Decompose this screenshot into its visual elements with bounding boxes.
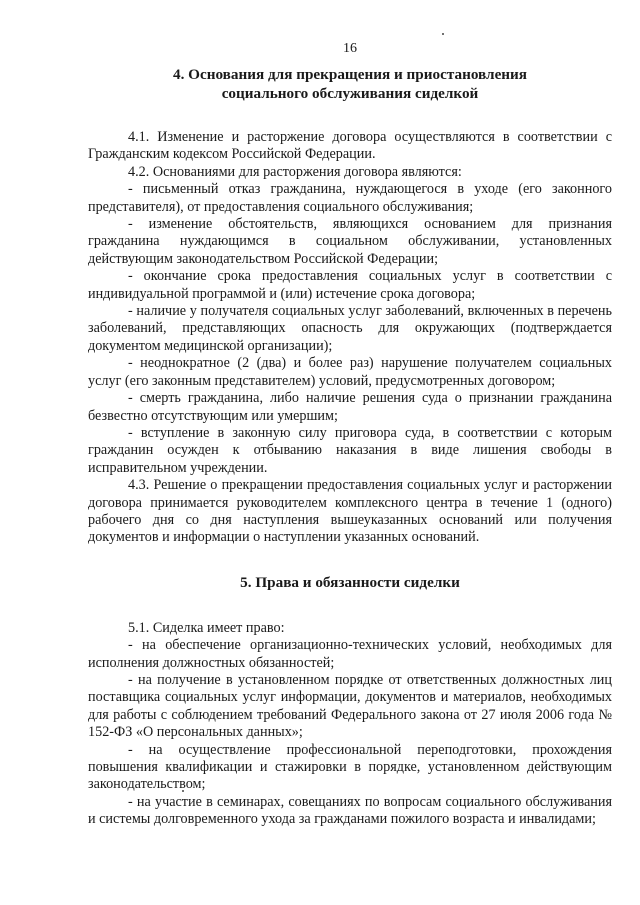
spacer bbox=[88, 103, 612, 129]
list-item-circumstances: - изменение обстоятельств, являющихся основанием для признания гражданина нуждающимся в социальном обслуживании, установленных действующим законодательством Российской Федерации; bbox=[88, 216, 612, 267]
paragraph-4-3: 4.3. Решение о прекращении предоставления социальных услуг и расторжении договора принимается руководителем комплексного центра в течение 1 (одного) рабочего дня со дня наступления вышеуказанных оснований или получения документов и информации о наступлении указанных оснований. bbox=[88, 477, 612, 546]
list-item-training: - на осуществление профессиональной переподготовки, прохождения повышения квалификации и стажировки в порядке, установленном действующим законодательством; bbox=[88, 741, 612, 793]
list-item-term-end: - окончание срока предоставления социальных услуг в соответствии с индивидуальной программой и (или) истечение срока договора; bbox=[88, 268, 612, 302]
list-item-refusal: - письменный отказ гражданина, нуждающегося в уходе (его законного представителя), от предоставления социального обслуживания; bbox=[88, 181, 612, 215]
section-4-title-line-2: социального обслуживания сиделкой bbox=[221, 85, 479, 102]
document-page bbox=[88, 40, 612, 829]
paragraph-4-2: 4.2. Основаниями для расторжения договора являются: bbox=[128, 163, 462, 180]
list-item-death: - смерть гражданина, либо наличие решения суда о признании гражданина безвестно отсутствующим или умершим; bbox=[88, 390, 612, 424]
scan-speck bbox=[442, 33, 444, 35]
list-item-diseases: - наличие у получателя социальных услуг заболеваний, включенных в перечень заболеваний, представляющих опасность для окружающих (подтверждается документом медицинской организации); bbox=[88, 303, 612, 354]
paragraph-4-1: 4.1. Изменение и расторжение договора осуществляются в соответствии с Гражданским кодексом Российской Федерации. bbox=[88, 129, 612, 163]
paragraph-5-1: 5.1. Сиделка имеет право: bbox=[128, 619, 285, 636]
list-item-information: - на получение в установленном порядке от ответственных должностных лиц поставщика социальных услуг информации, документов и материалов, необходимых для работы с соблюдением требований Федерального закона от 27 июля 2006 года № 152-ФЗ «О персональных данных»; bbox=[88, 671, 612, 741]
list-item-violations: - неоднократное (2 (два) и более раз) нарушение получателем социальных услуг (его законным представителем) условий, предусмотренных договором; bbox=[88, 355, 612, 389]
spacer bbox=[88, 547, 612, 573]
list-item-seminars: - на участие в семинарах, совещаниях по вопросам социального обслуживания и системы долговременного ухода за гражданами пожилого возраста и инвалидами; bbox=[88, 793, 612, 828]
page-number: 16 bbox=[343, 41, 357, 56]
spacer bbox=[88, 592, 612, 620]
section-4-title-line-1: 4. Основания для прекращения и приостановления bbox=[172, 66, 528, 83]
section-5-title: 5. Права и обязанности сиделки bbox=[240, 573, 460, 591]
list-item-sentence: - вступление в законную силу приговора суда, в соответствии с которым гражданин осужден к отбыванию наказания в виде лишения свободы в исправительном учреждении. bbox=[88, 424, 612, 476]
list-item-conditions: - на обеспечение организационно-технических условий, необходимых для исполнения должностных обязанностей; bbox=[88, 637, 612, 671]
